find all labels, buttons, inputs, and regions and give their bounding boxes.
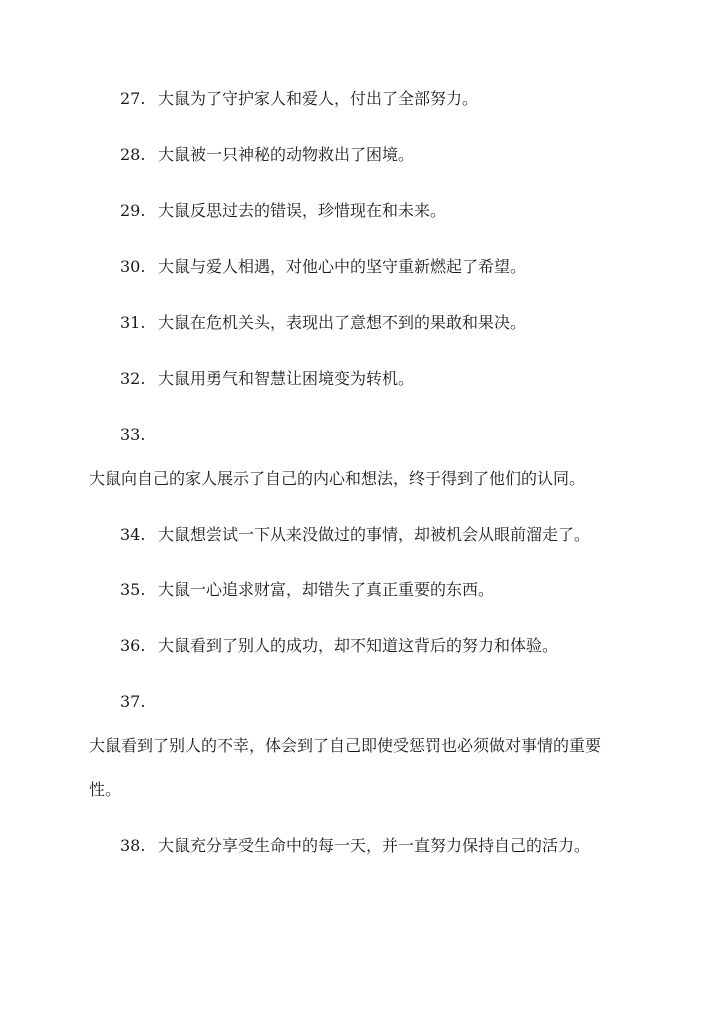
list-item xyxy=(120,580,494,600)
item-text: 大鼠想尝试一下从来没做过的事情，却被机会从眼前溜走了。 xyxy=(158,525,591,544)
item-number: 33. xyxy=(120,425,146,444)
list-item xyxy=(120,201,446,221)
item-number: 27. xyxy=(120,89,146,108)
item-number: 32. xyxy=(120,369,146,388)
item-number: 31. xyxy=(120,313,146,332)
list-item xyxy=(120,525,590,545)
item-number: 36. xyxy=(120,636,146,655)
item-text: 大鼠被一只神秘的动物救出了困境。 xyxy=(158,145,415,164)
list-item xyxy=(120,313,526,333)
item-text-line: 大鼠看到了别人的不幸，体会到了自己即使受惩罚也必须做对事情的重要 xyxy=(89,736,602,755)
item-number: 34. xyxy=(120,525,146,544)
list-item xyxy=(120,369,414,389)
item-number: 37. xyxy=(120,692,146,711)
item-text: 大鼠反思过去的错误，珍惜现在和未来。 xyxy=(158,201,447,220)
item-number: 35. xyxy=(120,580,146,599)
item-text: 大鼠充分享受生命中的每一天，并一直努力保持自己的活力。 xyxy=(158,836,591,855)
item-text: 大鼠为了守护家人和爱人，付出了全部努力。 xyxy=(158,89,479,108)
item-text: 大鼠一心追求财富，却错失了真正重要的东西。 xyxy=(158,580,495,599)
list-item xyxy=(120,89,478,109)
item-text: 大鼠用勇气和智慧让困境变为转机。 xyxy=(158,369,415,388)
item-text-line: 性。 xyxy=(89,780,122,799)
list-item xyxy=(120,636,558,656)
list-item xyxy=(120,257,526,277)
item-number: 30. xyxy=(120,257,146,276)
item-text: 大鼠与爱人相遇，对他心中的坚守重新燃起了希望。 xyxy=(158,257,527,276)
item-text: 大鼠在危机关头，表现出了意想不到的果敢和果决。 xyxy=(158,313,527,332)
item-number: 38. xyxy=(120,836,146,855)
list-item xyxy=(120,145,414,165)
item-number: 28. xyxy=(120,145,146,164)
item-text: 大鼠向自己的家人展示了自己的内心和想法，终于得到了他们的认同。 xyxy=(89,469,586,488)
item-number: 29. xyxy=(120,201,146,220)
list-item xyxy=(120,836,590,856)
item-text: 大鼠看到了别人的成功，却不知道这背后的努力和体验。 xyxy=(158,636,559,655)
